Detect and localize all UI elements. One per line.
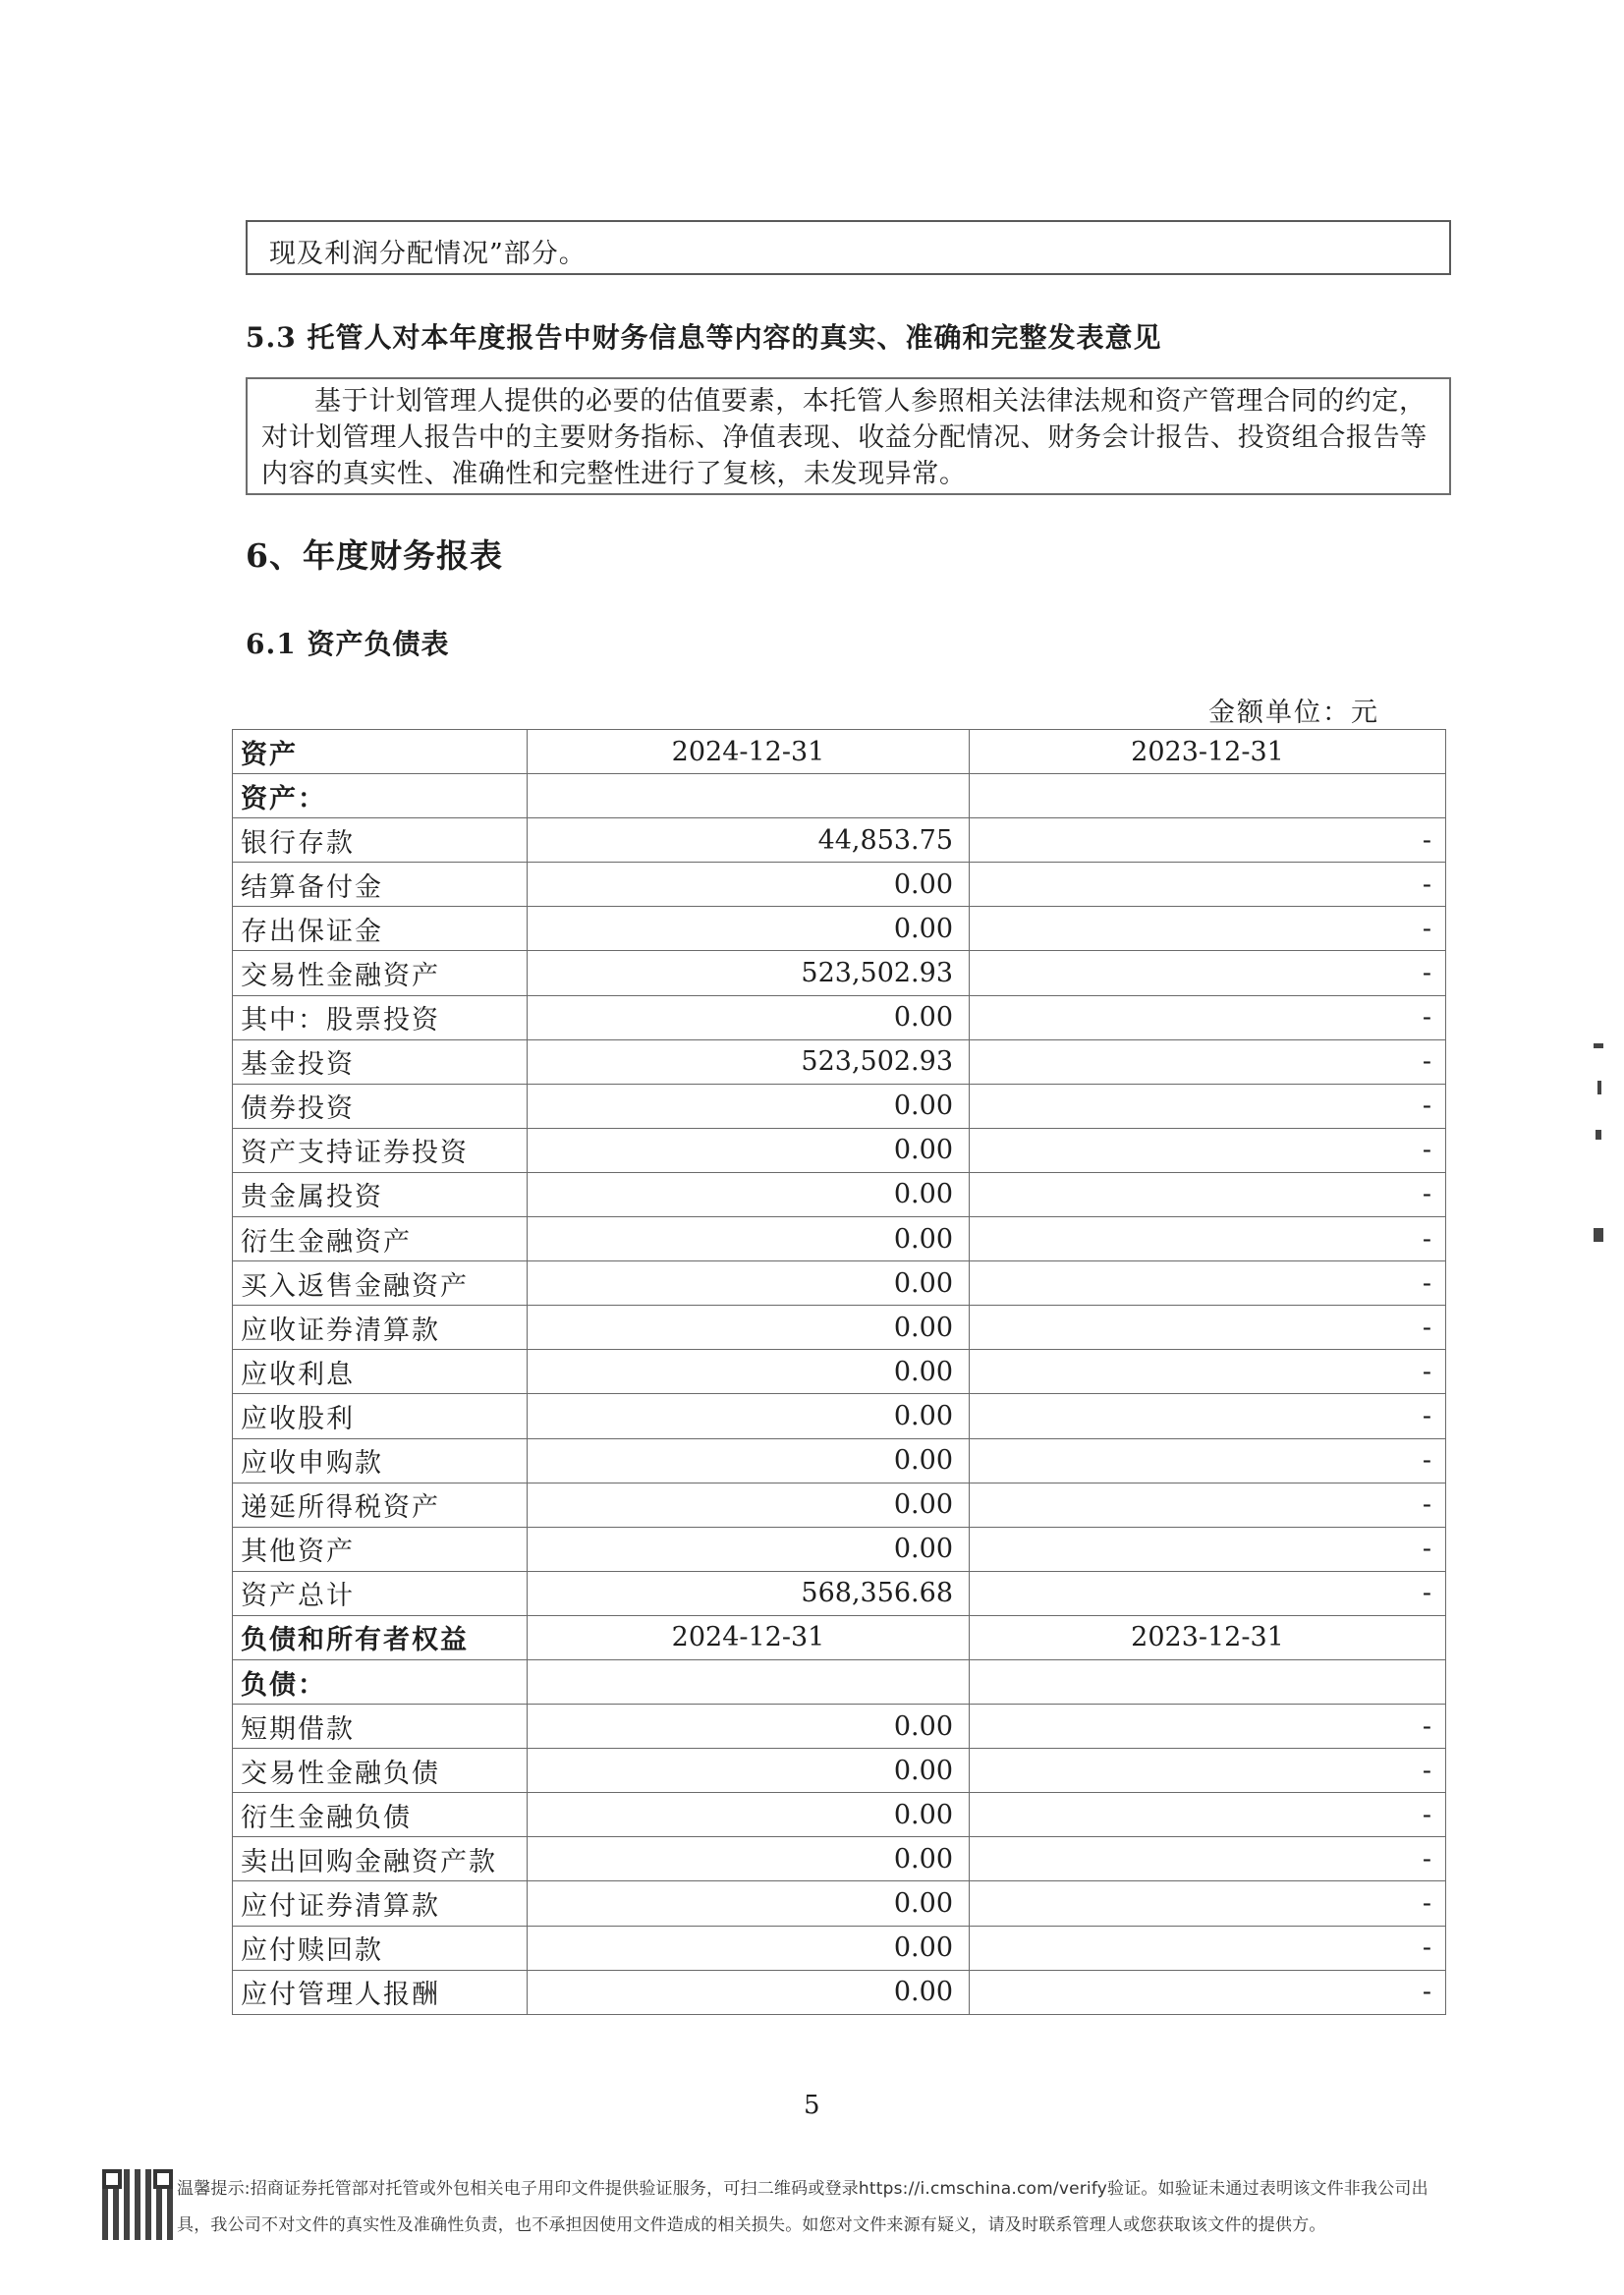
row-label: 应收利息 — [233, 1350, 528, 1394]
value-2024: 0.00 — [528, 863, 970, 907]
empty-cell — [970, 1659, 1446, 1704]
value-2024: 44,853.75 — [528, 818, 970, 863]
row-label: 资产总计 — [233, 1571, 528, 1615]
table-row — [233, 1350, 1446, 1394]
scan-artifact — [1597, 1081, 1601, 1094]
value-2024: 0.00 — [528, 1084, 970, 1128]
table-row — [233, 1394, 1446, 1438]
value-2024: 523,502.93 — [528, 951, 970, 995]
table-row — [233, 1881, 1446, 1926]
column-header-date: 2023-12-31 — [970, 730, 1446, 774]
empty-cell — [970, 774, 1446, 818]
column-header-date: 2024-12-31 — [528, 730, 970, 774]
value-2024: 0.00 — [528, 907, 970, 951]
value-2023: - — [970, 1172, 1446, 1216]
row-label: 基金投资 — [233, 1039, 528, 1084]
table-row — [233, 1793, 1446, 1837]
row-label: 应收股利 — [233, 1394, 528, 1438]
column-header-date: 2024-12-31 — [528, 1615, 970, 1659]
row-label: 衍生金融资产 — [233, 1217, 528, 1261]
value-2024: 0.00 — [528, 1749, 970, 1793]
row-label: 应付赎回款 — [233, 1926, 528, 1970]
scan-artifact — [1594, 1043, 1603, 1048]
value-2023: - — [970, 1881, 1446, 1926]
value-2024: 0.00 — [528, 995, 970, 1039]
section-label: 资产： — [233, 774, 528, 818]
row-label: 短期借款 — [233, 1705, 528, 1749]
table-section-row — [233, 1659, 1446, 1704]
value-2024: 0.00 — [528, 1172, 970, 1216]
row-label: 交易性金融负债 — [233, 1749, 528, 1793]
value-2023: - — [970, 1749, 1446, 1793]
value-2023: - — [970, 1483, 1446, 1527]
section-6-1-heading: 6.1 资产负债表 — [246, 628, 450, 660]
previous-section-box — [246, 220, 1451, 275]
empty-cell — [528, 1659, 970, 1704]
table-row — [233, 1261, 1446, 1306]
table-row — [233, 1926, 1446, 1970]
table-row — [233, 1527, 1446, 1571]
value-2024: 0.00 — [528, 1837, 970, 1881]
row-label: 卖出回购金融资产款 — [233, 1837, 528, 1881]
section-5-3-heading: 5.3 托管人对本年度报告中财务信息等内容的真实、准确和完整发表意见 — [246, 321, 1162, 354]
table-row — [233, 951, 1446, 995]
balance-sheet-table — [232, 729, 1446, 2015]
value-2023: - — [970, 1438, 1446, 1483]
table-row — [233, 1084, 1446, 1128]
table-row — [233, 1438, 1446, 1483]
scan-artifact — [1594, 1228, 1603, 1242]
table-row — [233, 1306, 1446, 1350]
table-row — [233, 1705, 1446, 1749]
value-2024: 568,356.68 — [528, 1571, 970, 1615]
row-label: 递延所得税资产 — [233, 1483, 528, 1527]
value-2023: - — [970, 1217, 1446, 1261]
value-2023: - — [970, 1527, 1446, 1571]
custodian-opinion-text: 基于计划管理人提供的必要的估值要素，本托管人参照相关法律法规和资产管理合同的约定，对计划管理人报告中的主要财务指标、净值表现、收益分配情况、财务会计报告、投资组合报告等内容的真实性、准确性和完整性进行了复核，未发现异常。 — [261, 386, 1428, 489]
row-label: 应收证券清算款 — [233, 1306, 528, 1350]
table-row — [233, 1749, 1446, 1793]
value-2023: - — [970, 1837, 1446, 1881]
row-label: 应收申购款 — [233, 1438, 528, 1483]
value-2023: - — [970, 1793, 1446, 1837]
table-header-row — [233, 1615, 1446, 1659]
value-2023: - — [970, 1970, 1446, 2014]
row-label: 交易性金融资产 — [233, 951, 528, 995]
verification-notice: 温馨提示:招商证券托管部对托管或外包相关电子用印文件提供验证服务，可扫二维码或登录https://i.cmschina.com/verify验证。如验证未通过表明该文件非我公司出具，我公司不对文件的真实性及准确性负责，也不承担因使用文件造成的相关损失。如您对文件来源有疑义，请及时联系管理人或您获取该文件的提供方。 — [177, 2179, 1428, 2235]
row-label: 衍生金融负债 — [233, 1793, 528, 1837]
row-label: 资产支持证券投资 — [233, 1128, 528, 1172]
value-2023: - — [970, 818, 1446, 863]
value-2023: - — [970, 1084, 1446, 1128]
row-label: 银行存款 — [233, 818, 528, 863]
table-header-row — [233, 730, 1446, 774]
value-2024: 0.00 — [528, 1705, 970, 1749]
value-2024: 0.00 — [528, 1793, 970, 1837]
section-6-heading: 6、年度财务报表 — [246, 536, 503, 575]
table-row — [233, 1837, 1446, 1881]
value-2023: - — [970, 863, 1446, 907]
row-label: 债券投资 — [233, 1084, 528, 1128]
column-header-item: 资产 — [233, 730, 528, 774]
table-row — [233, 1970, 1446, 2014]
value-2023: - — [970, 907, 1446, 951]
empty-cell — [528, 774, 970, 818]
table-row — [233, 1039, 1446, 1084]
value-2024: 0.00 — [528, 1527, 970, 1571]
value-2023: - — [970, 1128, 1446, 1172]
value-2023: - — [970, 995, 1446, 1039]
row-label: 买入返售金融资产 — [233, 1261, 528, 1306]
table-row — [233, 1483, 1446, 1527]
row-label: 结算备付金 — [233, 863, 528, 907]
qr-code-icon[interactable] — [102, 2169, 173, 2240]
value-2023: - — [970, 1926, 1446, 1970]
table-row — [233, 1571, 1446, 1615]
row-label: 其他资产 — [233, 1527, 528, 1571]
value-2023: - — [970, 1705, 1446, 1749]
table-row — [233, 1172, 1446, 1216]
value-2024: 0.00 — [528, 1306, 970, 1350]
row-label: 存出保证金 — [233, 907, 528, 951]
value-2023: - — [970, 1394, 1446, 1438]
scan-artifact — [1596, 1130, 1601, 1140]
value-2024: 0.00 — [528, 1926, 970, 1970]
row-label: 贵金属投资 — [233, 1172, 528, 1216]
page-number: 5 — [804, 2091, 820, 2120]
value-2023: - — [970, 1261, 1446, 1306]
value-2024: 0.00 — [528, 1217, 970, 1261]
table-row — [233, 1128, 1446, 1172]
table-section-row — [233, 774, 1446, 818]
row-label: 应付管理人报酬 — [233, 1970, 528, 2014]
value-2023: - — [970, 951, 1446, 995]
value-2024: 0.00 — [528, 1350, 970, 1394]
value-2024: 0.00 — [528, 1483, 970, 1527]
value-2023: - — [970, 1039, 1446, 1084]
value-2024: 0.00 — [528, 1438, 970, 1483]
table-row — [233, 818, 1446, 863]
row-label: 其中：股票投资 — [233, 995, 528, 1039]
value-2024: 0.00 — [528, 1881, 970, 1926]
value-2024: 523,502.93 — [528, 1039, 970, 1084]
table-row — [233, 863, 1446, 907]
value-2024: 0.00 — [528, 1970, 970, 2014]
value-2024: 0.00 — [528, 1261, 970, 1306]
table-row — [233, 1217, 1446, 1261]
table-row — [233, 995, 1446, 1039]
value-2023: - — [970, 1571, 1446, 1615]
section-label: 负债： — [233, 1659, 528, 1704]
value-2023: - — [970, 1350, 1446, 1394]
value-2023: - — [970, 1306, 1446, 1350]
amount-unit-label: 金额单位：元 — [1208, 698, 1379, 728]
column-header-date: 2023-12-31 — [970, 1615, 1446, 1659]
value-2024: 0.00 — [528, 1128, 970, 1172]
previous-section-text: 现及利润分配情况”部分。 — [269, 239, 587, 269]
custodian-opinion-box — [246, 377, 1451, 495]
table-row — [233, 907, 1446, 951]
row-label: 应付证券清算款 — [233, 1881, 528, 1926]
value-2024: 0.00 — [528, 1394, 970, 1438]
column-header-item: 负债和所有者权益 — [233, 1615, 528, 1659]
